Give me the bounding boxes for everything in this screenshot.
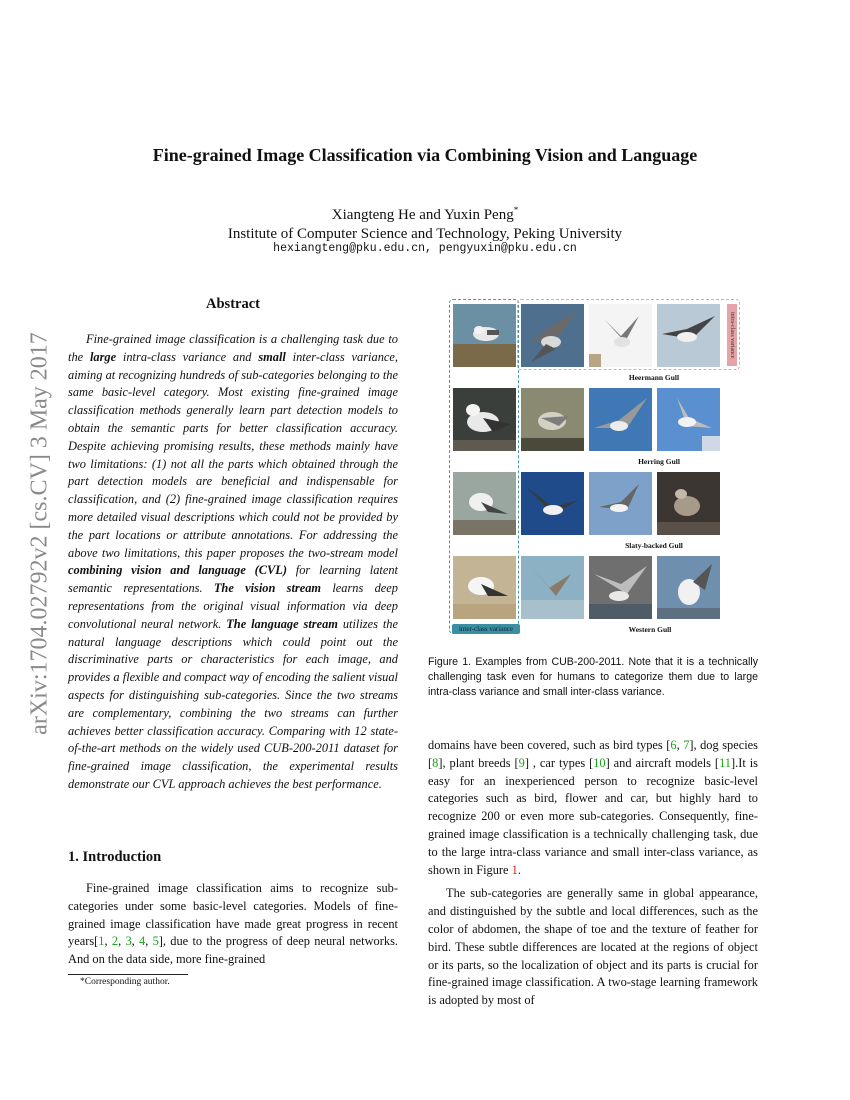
bird-photo [589,472,652,535]
species-label: Western Gull [628,625,672,634]
body-text: ], plant breeds [ [438,755,519,770]
citation-link[interactable]: 6 [670,738,677,752]
body-text: ] , car types [ [524,755,594,770]
arxiv-id: arXiv:1704.02792v2 [cs.CV] 3 May 2017 [26,332,53,735]
affiliation: Institute of Computer Science and Technology, Peking University [227,226,623,242]
sep: , [131,934,140,949]
abstract-heading: Abstract [206,296,260,312]
abstract-text: utilizes the natural language descriptions which could point out the discriminative parts or characteristics for each image, and provides a flexible and compact way of encoding the salient visual aspects for distinguishing sub-categories. Since the two streams are complementary, combining the two streams can further achieves better classification accuracy. Comparing with 12 state-of-the-art methods on the widely used CUB-200-2011 dataset for fine-grained image classification, the experimental results demonstrate our CVL approach achieves the best performance. [68,616,398,791]
bird-photo [657,304,720,367]
bird-photo [521,388,584,451]
citation-link[interactable]: 11 [719,755,731,770]
body-text: domains have been covered, such as bird types [ [428,738,671,752]
abstract-text: Fine-grained image classification is a challenging task due to the [68,332,398,364]
citation-link[interactable]: 9 [518,755,525,770]
emails: hexiangteng@pku.edu.cn, pengyuxin@pku.edu.cn [273,242,577,255]
citation-link[interactable]: 10 [593,755,606,770]
species-label: Herring Gull [638,457,680,466]
authors: Xiangteng He and Yuxin Peng [331,207,514,223]
bird-photo [453,556,516,619]
body-text: ] and aircraft models [ [605,755,720,770]
body-text: ], dog species [ [428,738,758,770]
citation-link[interactable]: 4 [139,934,146,949]
bird-photo [657,388,720,451]
footnote: *Corresponding author. [80,977,170,987]
abstract-bold: The language stream [226,616,338,631]
citation-link[interactable]: 3 [125,934,132,949]
intro-body [68,880,398,969]
bird-photo [521,556,584,619]
bird-photo [521,472,584,535]
bird-photo [453,472,516,535]
abstract-text: inter-class variance, aiming at recognizing hundreds of sub-categories belonging to the same basic-level category. Most existing fine-grained image classification methods generally learn part detection models to obtain the semantic parts for better classification accuracy. Despite achieving promising results, these methods mainly have two limitations: (1) not all the parts which obtained through the part detection models are beneficial and indispensable for classification, and (2) fine-grained image classification requires more detailed visual descriptions which could not be provided by the part locations or attribute annotations. For addressing the above two limitations, this paper proposes the two-stream model [68,349,398,560]
species-label: Heermann Gull [628,373,680,382]
bird-photo [657,556,720,619]
abstract-body [68,331,398,794]
sep: , [104,934,112,949]
abstract-bold: combining vision and language (CVL) [68,563,287,578]
bird-photo [453,388,516,451]
author-block [0,201,850,244]
sep: , [676,738,684,752]
sep: , [118,934,126,949]
footnote-rule [68,974,188,975]
figure-link[interactable]: 1 [511,862,518,877]
intra-class-label: intra-class variance [727,304,737,366]
citation-link[interactable]: 8 [432,755,439,770]
body-paragraph: The sub-categories are generally same in global appearance, and distinguished by the subtle and local differences, such as the color of abdomen, the shape of toe and the texture of feather for bird. These subtle differences are located at the regions of object or its parts, so the localization of object and its parts is crucial for fine-grained image classification. A two-stage learning framework is adopted by most of [428,886,758,1008]
bird-photo [589,304,652,367]
citation-link[interactable]: 2 [111,934,119,949]
bird-photo [589,388,652,451]
species-label: Slaty-backed Gull [625,541,683,550]
abstract-text: for learning latent semantic representations. [68,563,398,596]
paper-title: Fine-grained Image Classification via Combining Vision and Language [152,145,698,165]
citation-link[interactable]: 7 [683,738,690,752]
abstract-bold: small [258,349,286,364]
bird-photo [521,304,584,367]
bird-photo [453,304,516,367]
body-text: . [517,862,521,877]
abstract-text: intra-class variance and [116,349,259,364]
abstract-bold: large [89,349,117,364]
citation-link[interactable]: 5 [152,934,159,949]
intro-heading: 1. Introduction [68,849,162,865]
intro-text: ], due to the progress of deep neural networks. And on the data side, more fine-grained [68,934,398,967]
body-text: ].It is easy for an inexperienced person to recognize basic-level categories such as bird, flower and car, but highly hard to recognize 200 or even more sub-categories. Consequently, fine-grained image classification is a technically challenging task, due to the large intra-class variance and small inter-class variance, as shown in Figure [428,755,758,877]
bird-photo [589,556,652,619]
figure-1 [447,298,741,638]
right-column-body [428,737,758,1010]
figure-caption: Figure 1. Examples from CUB-200-2011. Note that it is a technically challenging task even for humans to categorize them due to large intra-class variance and small inter-class variance. [428,656,758,698]
inter-class-label: inter-class variance [452,624,520,634]
citation-link[interactable]: 1 [98,934,105,949]
author-mark: * [513,205,519,215]
bird-photo [657,472,720,535]
abstract-bold: The vision stream [213,581,322,596]
sep: , [145,934,153,949]
intro-text: Fine-grained image classification aims to recognize sub-categories under some basic-level categories. Models of fine-grained image classification have made great progress in recent years[ [68,881,398,949]
abstract-text: learns deep representations from the original visual information via deep convolutional neural network. [68,581,398,631]
